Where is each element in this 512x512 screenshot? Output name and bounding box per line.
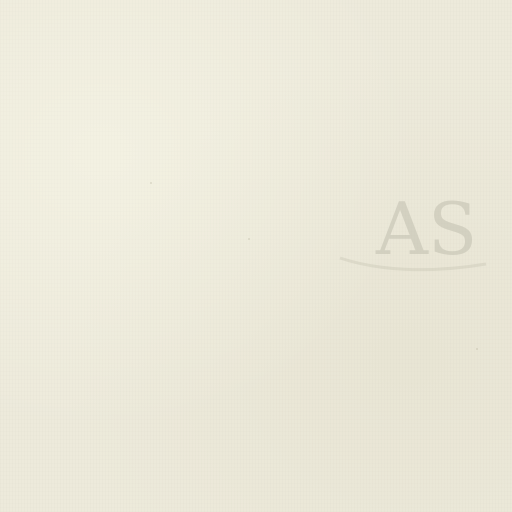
faint-bleed-through-lettering — [336, 174, 512, 278]
bleed-through-svg — [336, 174, 512, 278]
paper-speck — [248, 238, 250, 240]
bleed-through-text: AS — [376, 187, 478, 271]
paper-speck — [150, 182, 152, 184]
paper-speck — [476, 348, 478, 350]
